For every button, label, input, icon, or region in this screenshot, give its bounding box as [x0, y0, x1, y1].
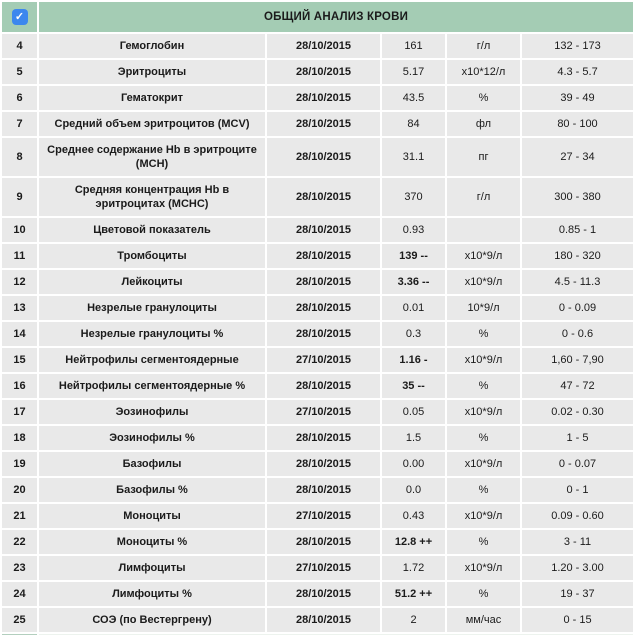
test-name: Лимфоциты: [39, 556, 265, 580]
test-name: Эозинофилы %: [39, 426, 265, 450]
reference-range: 0 - 0.6: [522, 322, 633, 346]
test-date: 28/10/2015: [267, 452, 380, 476]
test-value: 0.01: [382, 296, 445, 320]
test-date: 28/10/2015: [267, 270, 380, 294]
section-checkbox[interactable]: [12, 9, 28, 25]
table-row: [2, 400, 633, 424]
row-number: 17: [2, 400, 37, 424]
test-value: 0.93: [382, 218, 445, 242]
table-row: [2, 178, 633, 216]
reference-range: 0 - 0.07: [522, 452, 633, 476]
test-unit: [447, 218, 520, 242]
row-number: 24: [2, 582, 37, 606]
row-number: 5: [2, 60, 37, 84]
test-unit: х10*9/л: [447, 452, 520, 476]
table-row: [2, 530, 633, 554]
reference-range: 180 - 320: [522, 244, 633, 268]
test-date: 28/10/2015: [267, 608, 380, 632]
section-header-row: [2, 2, 633, 32]
test-name: Моноциты: [39, 504, 265, 528]
test-date: 28/10/2015: [267, 296, 380, 320]
test-name: Гематокрит: [39, 86, 265, 110]
test-value: 0.00: [382, 452, 445, 476]
test-date: 28/10/2015: [267, 34, 380, 58]
test-value: 0.05: [382, 400, 445, 424]
reference-range: 39 - 49: [522, 86, 633, 110]
test-value: 0.0: [382, 478, 445, 502]
test-unit: %: [447, 478, 520, 502]
test-unit: х10*9/л: [447, 244, 520, 268]
table-row: [2, 112, 633, 136]
test-date: 28/10/2015: [267, 478, 380, 502]
table-row: [2, 60, 633, 84]
table-row: [2, 86, 633, 110]
row-number: 12: [2, 270, 37, 294]
test-date: 28/10/2015: [267, 582, 380, 606]
test-unit: %: [447, 374, 520, 398]
reference-range: 4.5 - 11.3: [522, 270, 633, 294]
reference-range: 1,60 - 7,90: [522, 348, 633, 372]
reference-range: 3 - 11: [522, 530, 633, 554]
row-number: 7: [2, 112, 37, 136]
test-date: 28/10/2015: [267, 86, 380, 110]
test-name: Цветовой показатель: [39, 218, 265, 242]
test-date: 28/10/2015: [267, 178, 380, 216]
test-value: 35 --: [382, 374, 445, 398]
table-row: [2, 218, 633, 242]
table-row: [2, 348, 633, 372]
test-date: 27/10/2015: [267, 348, 380, 372]
table-row: [2, 322, 633, 346]
test-value: 0.3: [382, 322, 445, 346]
test-name: Незрелые гранулоциты %: [39, 322, 265, 346]
test-name: Средняя концентрация Hb в эритроцитах (MCHC): [39, 178, 265, 216]
row-number: 23: [2, 556, 37, 580]
test-unit: г/л: [447, 178, 520, 216]
reference-range: 47 - 72: [522, 374, 633, 398]
test-value: 51.2 ++: [382, 582, 445, 606]
test-unit: %: [447, 426, 520, 450]
row-number: 18: [2, 426, 37, 450]
test-value: 31.1: [382, 138, 445, 176]
table-body: [2, 2, 633, 635]
test-date: 28/10/2015: [267, 218, 380, 242]
test-name: Моноциты %: [39, 530, 265, 554]
table-row: [2, 556, 633, 580]
test-date: 28/10/2015: [267, 322, 380, 346]
row-number: 6: [2, 86, 37, 110]
test-value: 0.43: [382, 504, 445, 528]
test-date: 27/10/2015: [267, 504, 380, 528]
row-number: 21: [2, 504, 37, 528]
table-row: [2, 138, 633, 176]
table-row: [2, 244, 633, 268]
test-unit: %: [447, 530, 520, 554]
table-row: [2, 452, 633, 476]
reference-range: 300 - 380: [522, 178, 633, 216]
test-name: Базофилы %: [39, 478, 265, 502]
table-row: [2, 504, 633, 528]
reference-range: 1.20 - 3.00: [522, 556, 633, 580]
reference-range: 4.3 - 5.7: [522, 60, 633, 84]
test-name: Базофилы: [39, 452, 265, 476]
test-value: 370: [382, 178, 445, 216]
table-row: [2, 582, 633, 606]
test-name: Тромбоциты: [39, 244, 265, 268]
test-name: Незрелые гранулоциты: [39, 296, 265, 320]
test-unit: х10*9/л: [447, 348, 520, 372]
table-row: [2, 608, 633, 632]
test-value: 2: [382, 608, 445, 632]
test-date: 28/10/2015: [267, 138, 380, 176]
row-number: 13: [2, 296, 37, 320]
test-date: 28/10/2015: [267, 530, 380, 554]
test-value: 5.17: [382, 60, 445, 84]
test-name: Гемоглобин: [39, 34, 265, 58]
test-value: 1.72: [382, 556, 445, 580]
row-number: 25: [2, 608, 37, 632]
test-date: 28/10/2015: [267, 112, 380, 136]
reference-range: 132 - 173: [522, 34, 633, 58]
test-value: 3.36 --: [382, 270, 445, 294]
test-value: 1.5: [382, 426, 445, 450]
test-name: Средний объем эритроцитов (MCV): [39, 112, 265, 136]
row-number: 14: [2, 322, 37, 346]
reference-range: 0 - 15: [522, 608, 633, 632]
test-date: 28/10/2015: [267, 244, 380, 268]
test-name: Нейтрофилы сегментоядерные: [39, 348, 265, 372]
test-date: 28/10/2015: [267, 374, 380, 398]
table-row: [2, 34, 633, 58]
row-number: 11: [2, 244, 37, 268]
row-number: 10: [2, 218, 37, 242]
test-unit: х10*9/л: [447, 400, 520, 424]
test-date: 27/10/2015: [267, 400, 380, 424]
test-unit: %: [447, 86, 520, 110]
test-unit: фл: [447, 112, 520, 136]
reference-range: 0.85 - 1: [522, 218, 633, 242]
test-date: 27/10/2015: [267, 556, 380, 580]
test-unit: г/л: [447, 34, 520, 58]
row-number: 8: [2, 138, 37, 176]
section-title: ОБЩИЙ АНАЛИЗ КРОВИ: [39, 2, 633, 32]
row-number: 22: [2, 530, 37, 554]
test-unit: мм/час: [447, 608, 520, 632]
reference-range: 0 - 1: [522, 478, 633, 502]
reference-range: 0.02 - 0.30: [522, 400, 633, 424]
row-number: 16: [2, 374, 37, 398]
test-name: Эритроциты: [39, 60, 265, 84]
reference-range: 27 - 34: [522, 138, 633, 176]
reference-range: 0.09 - 0.60: [522, 504, 633, 528]
section-checkbox-cell: [2, 2, 37, 32]
reference-range: 19 - 37: [522, 582, 633, 606]
test-name: Эозинофилы: [39, 400, 265, 424]
test-value: 43.5: [382, 86, 445, 110]
row-number: 15: [2, 348, 37, 372]
reference-range: 1 - 5: [522, 426, 633, 450]
test-date: 28/10/2015: [267, 60, 380, 84]
test-unit: 10*9/л: [447, 296, 520, 320]
test-unit: х10*9/л: [447, 556, 520, 580]
test-unit: х10*9/л: [447, 504, 520, 528]
test-date: 28/10/2015: [267, 426, 380, 450]
test-value: 84: [382, 112, 445, 136]
test-unit: х10*9/л: [447, 270, 520, 294]
test-value: 1.16 -: [382, 348, 445, 372]
table-row: [2, 374, 633, 398]
test-unit: %: [447, 582, 520, 606]
row-number: 20: [2, 478, 37, 502]
test-value: 161: [382, 34, 445, 58]
reference-range: 0 - 0.09: [522, 296, 633, 320]
check-icon: ✓: [14, 10, 25, 23]
test-name: Среднее содержание Hb в эритроците (MCH): [39, 138, 265, 176]
table-row: [2, 270, 633, 294]
reference-range: 80 - 100: [522, 112, 633, 136]
test-name: Лимфоциты %: [39, 582, 265, 606]
row-number: 19: [2, 452, 37, 476]
test-unit: %: [447, 322, 520, 346]
test-name: Нейтрофилы сегментоядерные %: [39, 374, 265, 398]
test-value: 139 --: [382, 244, 445, 268]
table-row: [2, 478, 633, 502]
test-unit: х10*12/л: [447, 60, 520, 84]
test-name: СОЭ (по Вестергрену): [39, 608, 265, 632]
test-name: Лейкоциты: [39, 270, 265, 294]
test-unit: пг: [447, 138, 520, 176]
table-row: [2, 296, 633, 320]
row-number: 9: [2, 178, 37, 216]
test-value: 12.8 ++: [382, 530, 445, 554]
table-row: [2, 426, 633, 450]
row-number: 4: [2, 34, 37, 58]
